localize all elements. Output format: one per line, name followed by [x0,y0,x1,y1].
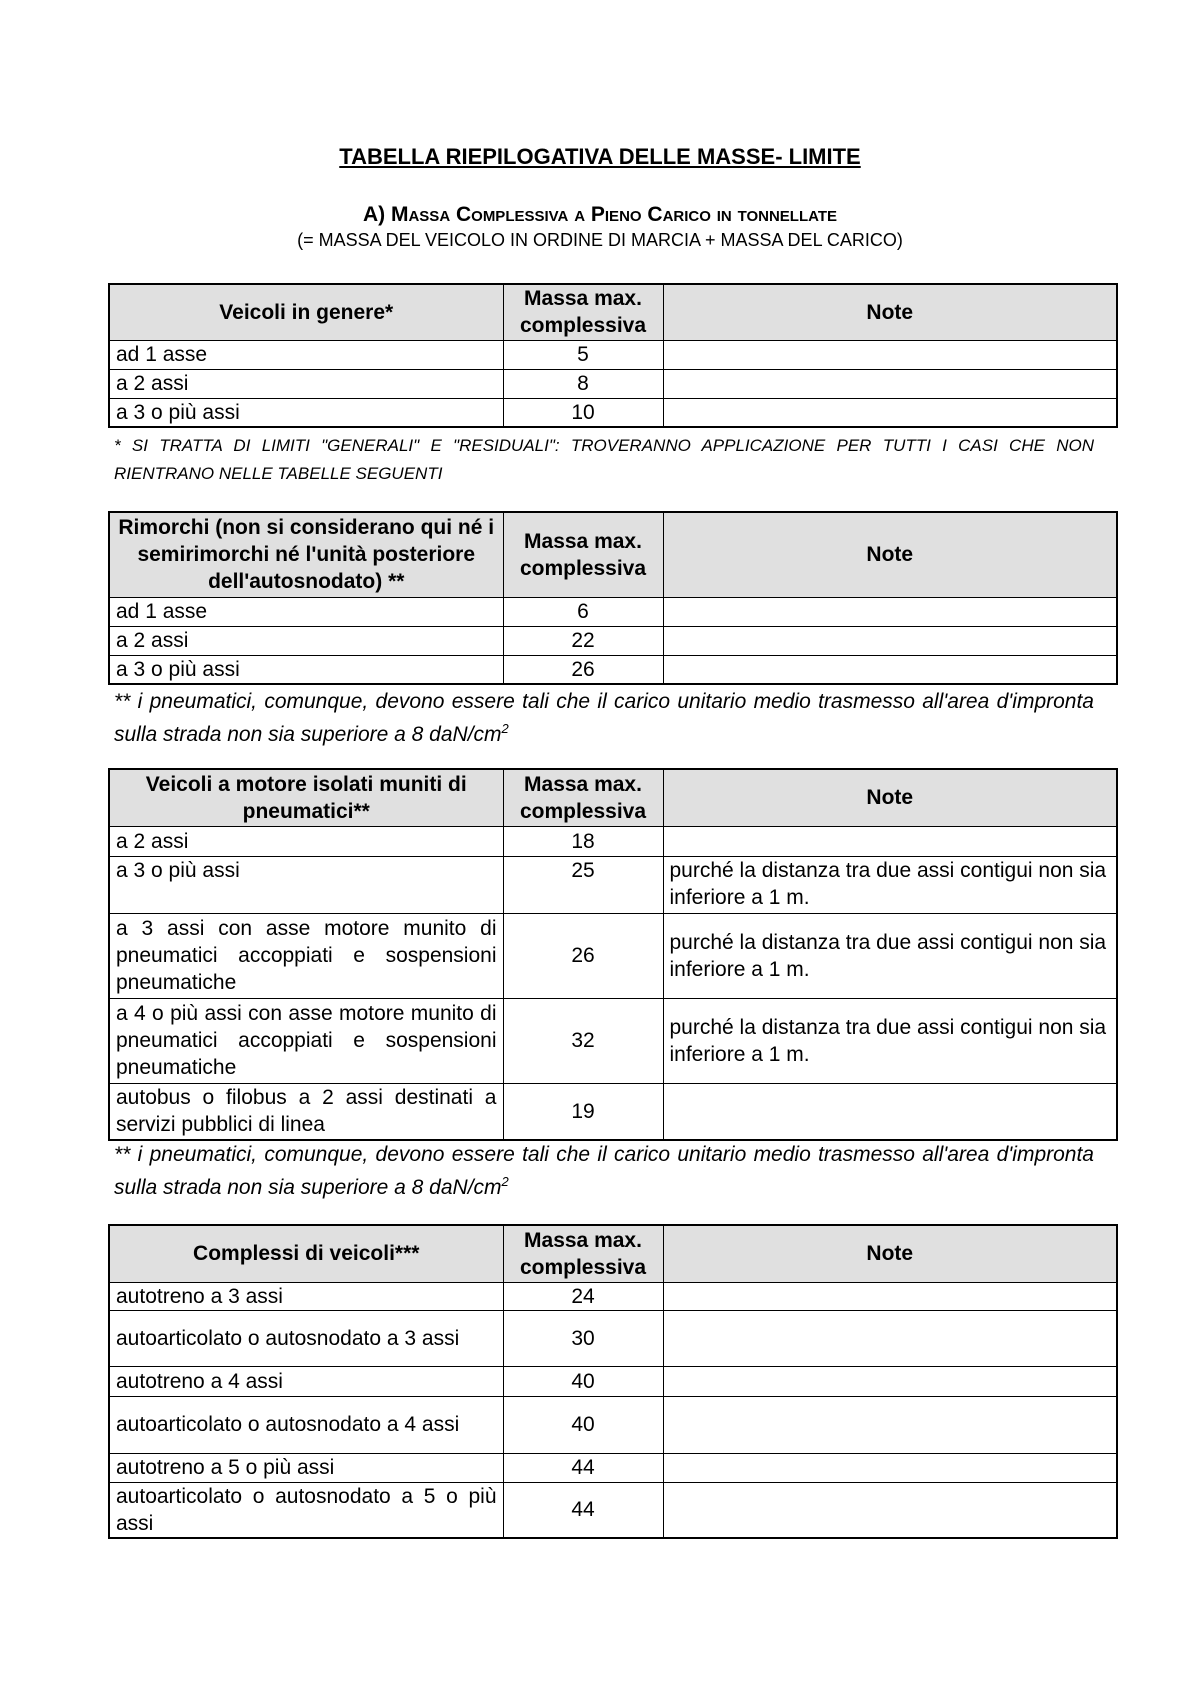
footnote-text: ** i pneumatici, comunque, devono essere tali che il carico unitario medio trasmesso all'area d'impronta sulla strada non sia superiore a 8 daN/cm [114,1143,1094,1199]
table-row [109,1282,1117,1310]
row-mass-value: 5 [503,340,663,369]
header-vehicle: Complessi di veicoli*** [109,1225,503,1282]
row-label: ad 1 asse [109,340,503,369]
row-label: autoarticolato o autosnodato a 3 assi [109,1310,503,1366]
table-row [109,1396,1117,1453]
section-subheading: (= MASSA DEL VEICOLO IN ORDINE DI MARCIA + MASSA DEL CARICO) [297,230,903,250]
table-row [109,998,1117,1083]
row-label: a 2 assi [109,826,503,856]
row-label: autoarticolato o autosnodato a 5 o più assi [109,1482,503,1538]
row-mass-value: 26 [503,655,663,684]
row-note [663,398,1117,427]
table-complessi-di-veicoli [108,1224,1118,1539]
row-label: autobus o filobus a 2 assi destinati a servizi pubblici di linea [109,1083,503,1140]
row-mass-value: 30 [503,1310,663,1366]
header-note: Note [663,769,1117,826]
table-row [109,655,1117,684]
row-label: autotreno a 4 assi [109,1366,503,1396]
header-row [109,1225,1117,1282]
row-mass-value: 32 [503,998,663,1083]
row-mass-value: 44 [503,1453,663,1482]
row-label: autoarticolato o autosnodato a 4 assi [109,1396,503,1453]
table-footnote [114,432,1094,488]
row-note [663,340,1117,369]
row-note [663,826,1117,856]
row-mass-value: 26 [503,913,663,998]
table-row [109,626,1117,655]
row-mass-value: 18 [503,826,663,856]
header-note: Note [663,284,1117,340]
footnote-superscript: 2 [501,721,509,736]
header-mass: Massa max. complessiva [503,769,663,826]
table-row [109,1310,1117,1366]
row-note [663,1396,1117,1453]
table-row [109,1083,1117,1140]
row-note [663,655,1117,684]
table-row [109,1482,1117,1538]
table-row [109,369,1117,398]
header-row [109,769,1117,826]
row-note: purché la distanza tra due assi contigui non sia inferiore a 1 m. [663,913,1117,998]
header-note: Note [663,1225,1117,1282]
table-row [109,913,1117,998]
table-row [109,597,1117,626]
header-vehicle: Rimorchi (non si considerano qui né i semirimorchi né l'unità posteriore dell'autosnodato) ** [109,512,503,597]
table-veicoli-a-motore-isolati [108,768,1118,1141]
footnote-superscript: 2 [501,1174,509,1189]
row-mass-value: 40 [503,1396,663,1453]
header-note: Note [663,512,1117,597]
row-mass-value: 24 [503,1282,663,1310]
header-mass: Massa max. complessiva [503,284,663,340]
row-note [663,369,1117,398]
row-note [663,597,1117,626]
table-footnote [114,1141,1094,1201]
header-mass: Massa max. complessiva [503,512,663,597]
row-note [663,1083,1117,1140]
footnote-text: ** i pneumatici, comunque, devono essere tali che il carico unitario medio trasmesso all'area d'impronta sulla strada non sia superiore a 8 daN/cm [114,690,1094,746]
row-mass-value: 6 [503,597,663,626]
row-note [663,1310,1117,1366]
header-vehicle: Veicoli a motore isolati muniti di pneumatici** [109,769,503,826]
row-label: a 3 o più assi [109,655,503,684]
table-row [109,856,1117,913]
header-mass: Massa max. complessiva [503,1225,663,1282]
row-note [663,626,1117,655]
header-vehicle: Veicoli in genere* [109,284,503,340]
row-mass-value: 25 [503,856,663,913]
table-veicoli-in-genere [108,283,1118,428]
row-label: a 3 o più assi [109,856,503,913]
row-mass-value: 40 [503,1366,663,1396]
header-row [109,512,1117,597]
row-label: autotreno a 5 o più assi [109,1453,503,1482]
row-label: a 2 assi [109,369,503,398]
row-label: a 3 o più assi [109,398,503,427]
row-note [663,1482,1117,1538]
table-row [109,826,1117,856]
table-row [109,1453,1117,1482]
row-note [663,1282,1117,1310]
table-rimorchi [108,511,1118,685]
section-heading: A) Massa Complessiva a Pieno Carico in tonnellate [362,203,838,226]
row-label: ad 1 asse [109,597,503,626]
footnote-text: * SI TRATTA DI LIMITI "GENERALI" E "RESIDUALI": TROVERANNO APPLICAZIONE PER TUTTI I CASI CHE NON RIENTRANO NELLE TABELLE SEGUENTI [114,436,1094,483]
table-footnote [114,688,1094,748]
row-note: purché la distanza tra due assi contigui non sia inferiore a 1 m. [663,998,1117,1083]
row-mass-value: 44 [503,1482,663,1538]
row-note: purché la distanza tra due assi contigui non sia inferiore a 1 m. [663,856,1117,913]
row-mass-value: 22 [503,626,663,655]
row-label: autotreno a 3 assi [109,1282,503,1310]
row-label: a 3 assi con asse motore munito di pneumatici accoppiati e sospensioni pneumatiche [109,913,503,998]
row-note [663,1366,1117,1396]
table-row [109,398,1117,427]
row-note [663,1453,1117,1482]
header-row [109,284,1117,340]
row-label: a 2 assi [109,626,503,655]
row-mass-value: 10 [503,398,663,427]
row-label: a 4 o più assi con asse motore munito di pneumatici accoppiati e sospensioni pneumatiche [109,998,503,1083]
row-mass-value: 8 [503,369,663,398]
table-row [109,340,1117,369]
table-row [109,1366,1117,1396]
document-title-text: TABELLA RIEPILOGATIVA DELLE MASSE- LIMITE [339,144,861,169]
document-title [0,144,1200,170]
row-mass-value: 19 [503,1083,663,1140]
